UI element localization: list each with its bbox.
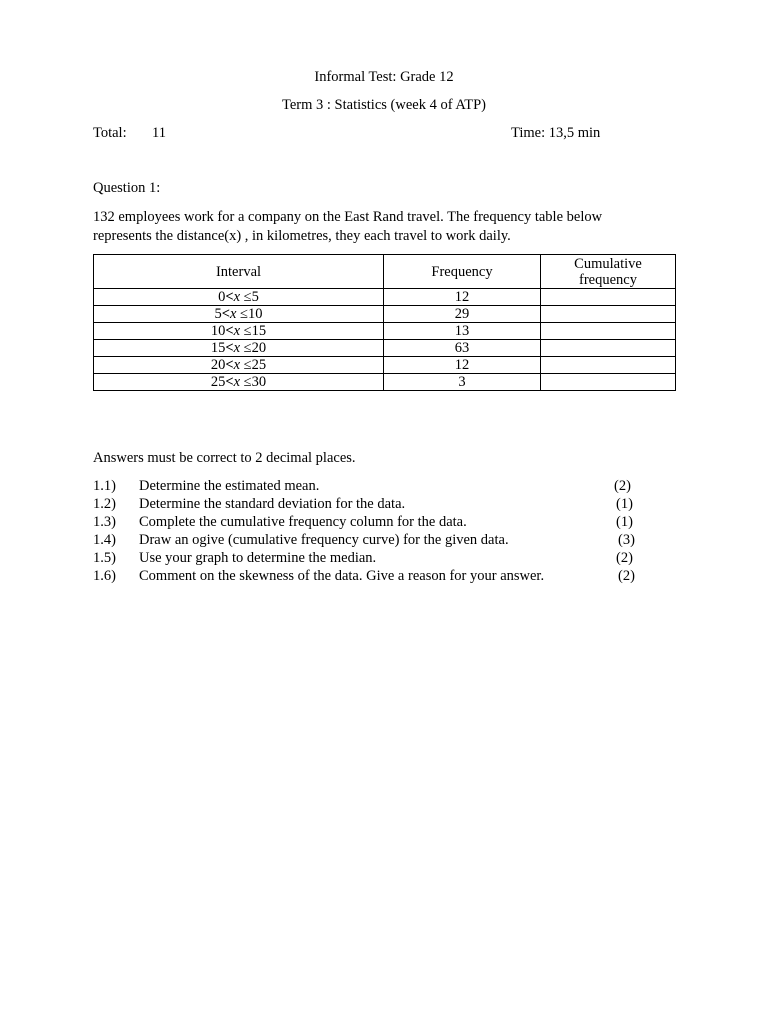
subquestion-row — [93, 568, 653, 586]
interval-low: 15 — [210, 340, 226, 356]
subquestion-number: 1.6) — [93, 568, 116, 584]
header-frequency: Frequency — [384, 255, 541, 289]
subquestion-number: 1.3) — [93, 514, 116, 530]
subquestion-row — [93, 478, 653, 496]
test-title: Informal Test: Grade 12 — [314, 69, 454, 85]
cumulative-frequency-cell — [541, 340, 676, 357]
test-subtitle: Term 3 : Statistics (week 4 of ATP) — [282, 97, 486, 113]
interval-low: 10 — [210, 323, 226, 339]
subquestion-marks: (1) — [616, 496, 633, 512]
subquestion-number: 1.2) — [93, 496, 116, 512]
less-than-symbol: < — [221, 306, 230, 322]
subquestion-text: Complete the cumulative frequency column for the data. — [139, 514, 467, 530]
cumulative-frequency-cell — [541, 357, 676, 374]
subquestion-number: 1.5) — [93, 550, 116, 566]
less-than-symbol: < — [225, 340, 234, 356]
total-label: Total: — [93, 125, 127, 141]
variable-x: x — [233, 340, 241, 356]
interval-low: 20 — [210, 357, 226, 373]
table-row — [94, 357, 676, 374]
subquestion-text: Determine the standard deviation for the data. — [139, 496, 406, 512]
less-than-or-equal-symbol: ≤ — [240, 323, 252, 339]
cumulative-frequency-cell — [541, 323, 676, 340]
variable-x: x — [233, 289, 241, 305]
less-than-symbol: < — [225, 289, 234, 305]
less-than-symbol: < — [225, 357, 234, 373]
interval-high: 25 — [251, 357, 267, 373]
interval-cell — [94, 306, 384, 323]
variable-x: x — [229, 306, 237, 322]
interval-high: 30 — [251, 374, 267, 390]
frequency-cell: 3 — [384, 374, 541, 391]
less-than-or-equal-symbol: ≤ — [240, 357, 252, 373]
interval-low: 5 — [214, 306, 222, 322]
subquestion-text: Use your graph to determine the median. — [139, 550, 377, 566]
instructions: Answers must be correct to 2 decimal places. — [93, 450, 356, 466]
interval-low: 0 — [218, 289, 226, 305]
subquestion-text: Comment on the skewness of the data. Give a reason for your answer. — [139, 568, 545, 584]
question-heading: Question 1: — [93, 180, 161, 196]
table-header-row — [94, 255, 676, 289]
subquestion-row — [93, 550, 653, 568]
subquestion-row — [93, 532, 653, 550]
subquestion-marks: (1) — [616, 514, 633, 530]
header-cumulative-frequency: Cumulative frequency — [541, 255, 676, 289]
subquestion-marks: (2) — [614, 478, 631, 494]
subquestion-number: 1.4) — [93, 532, 116, 548]
total-value: 11 — [152, 125, 166, 141]
less-than-or-equal-symbol: ≤ — [240, 289, 252, 305]
interval-high: 15 — [251, 323, 267, 339]
frequency-cell: 29 — [384, 306, 541, 323]
subquestion-text: Determine the estimated mean. — [139, 478, 320, 494]
interval-cell — [94, 323, 384, 340]
interval-cell — [94, 374, 384, 391]
interval-high: 20 — [251, 340, 267, 356]
table-row — [94, 374, 676, 391]
header-interval: Interval — [94, 255, 384, 289]
time-allowed: Time: 13,5 min — [511, 125, 601, 141]
interval-cell — [94, 357, 384, 374]
subquestion-number: 1.1) — [93, 478, 116, 494]
frequency-cell: 13 — [384, 323, 541, 340]
table-row — [94, 306, 676, 323]
less-than-symbol: < — [225, 374, 234, 390]
interval-cell — [94, 340, 384, 357]
frequency-cell: 12 — [384, 289, 541, 306]
less-than-or-equal-symbol: ≤ — [240, 374, 252, 390]
interval-high: 5 — [251, 289, 259, 305]
variable-x: x — [233, 323, 241, 339]
frequency-table — [93, 254, 676, 391]
less-than-symbol: < — [225, 323, 234, 339]
question-intro: 132 employees work for a company on the East Rand travel. The frequency table below represents the distance(x) , in kilometres, they each travel to work daily. — [93, 209, 603, 244]
less-than-or-equal-symbol: ≤ — [236, 306, 249, 322]
table-row — [94, 323, 676, 340]
variable-x: x — [233, 357, 241, 373]
variable-x: x — [233, 374, 241, 390]
table-row — [94, 289, 676, 306]
frequency-cell: 12 — [384, 357, 541, 374]
subquestion-row — [93, 496, 653, 514]
subquestion-row — [93, 514, 653, 532]
cumulative-frequency-cell — [541, 306, 676, 323]
interval-cell — [94, 289, 384, 306]
interval-high: 10 — [248, 306, 263, 322]
subquestion-marks: (2) — [618, 568, 635, 584]
interval-low: 25 — [210, 374, 226, 390]
subquestion-marks: (3) — [618, 532, 635, 548]
frequency-cell: 63 — [384, 340, 541, 357]
table-row — [94, 340, 676, 357]
cumulative-frequency-cell — [541, 289, 676, 306]
subquestion-marks: (2) — [616, 550, 633, 566]
less-than-or-equal-symbol: ≤ — [240, 340, 252, 356]
cumulative-frequency-cell — [541, 374, 676, 391]
subquestion-text: Draw an ogive (cumulative frequency curve) for the given data. — [139, 532, 509, 548]
